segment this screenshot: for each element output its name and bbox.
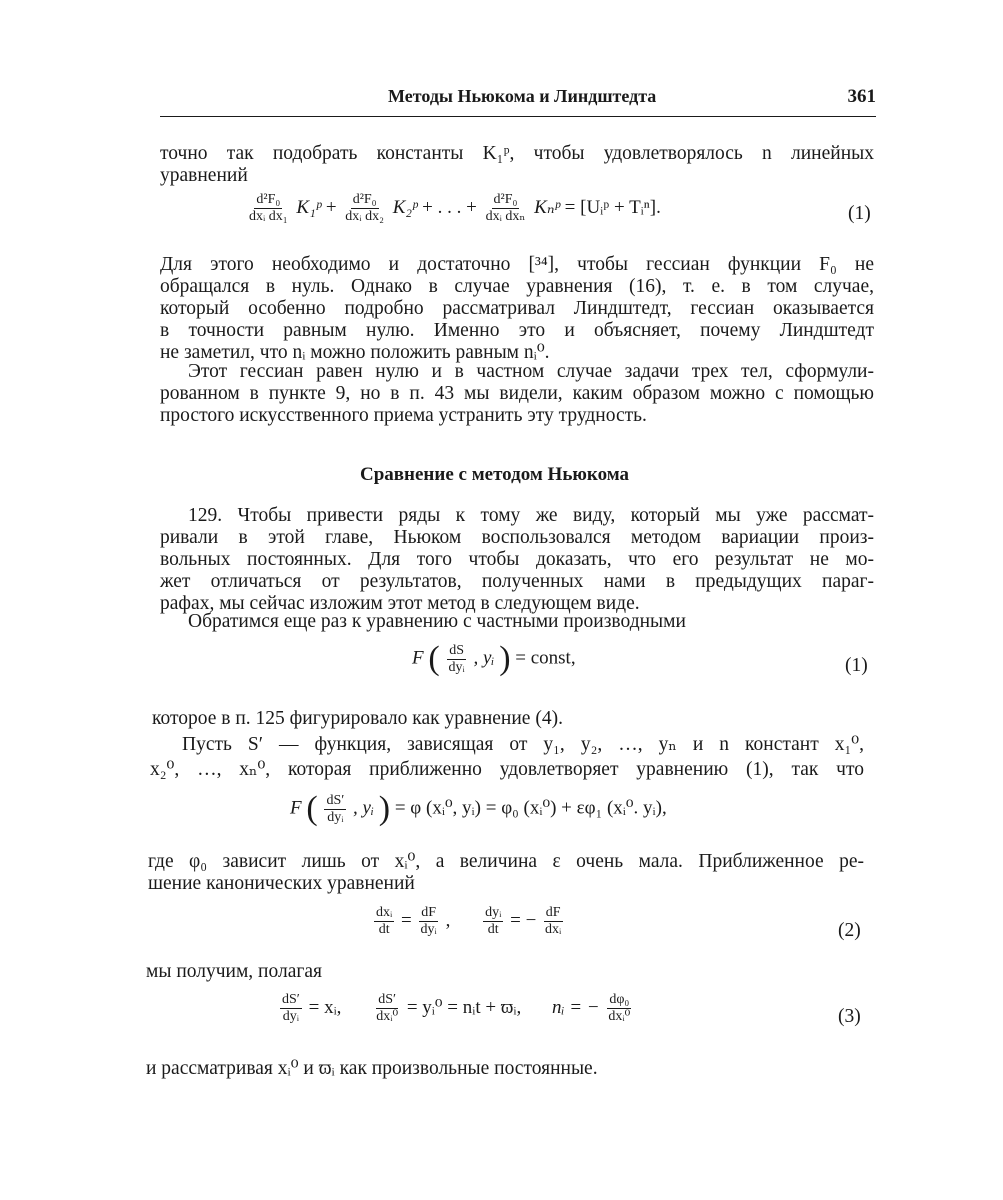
equation-linear-system: $\frac{\text{d²F₀}}{\text{dxᵢ dx₁}}$ K₁ᵖ + $\frac{\text{d²F₀}}{\text{dxᵢ dx₂}}$ K₂ᵖ + . . . + $\frac{\text{d²F₀}}{\text{dxᵢ dxₙ}}$ Kₙᵖ = [Uᵢᵖ + Tᵢⁿ]. xyxy=(249,192,661,224)
fraction: $\frac{dS'}{\text{dxᵢ⁰}}$ xyxy=(376,992,399,1024)
text-line: рованном в пункте 9, но в п. 43 мы видели, каким образом можно с помощью xyxy=(160,383,874,404)
text-line: 129. Чтобы привести ряды к тому же виду, который мы уже рассмат- xyxy=(188,505,874,526)
text-line: не заметил, что nᵢ можно положить равным nᵢ⁰. xyxy=(160,342,550,363)
fraction: $\frac{\text{dxᵢ}}{dt}$ xyxy=(376,905,393,937)
running-header xyxy=(160,84,876,117)
text-line: которое в п. 125 фигурировало как уравнение (4). xyxy=(152,708,563,729)
fraction: $\frac{\text{dφ₀}}{\text{dxᵢ⁰}}$ xyxy=(608,992,631,1024)
equation-number: (1) xyxy=(848,203,871,224)
section-title: Сравнение с методом Ньюкома xyxy=(360,464,630,485)
fraction: $\frac{\text{dyᵢ}}{dt}$ xyxy=(485,905,502,937)
text-line: в точности равным нулю. Именно это и объясняет, почему Линдштедт xyxy=(160,320,874,341)
fraction: $\frac{dS}{\text{dyᵢ}}$ xyxy=(448,642,465,675)
equation-canonical: $\frac{\text{dxᵢ}}{dt}$ = $\frac{dF}{\text{dyᵢ}}$ , $\frac{\text{dyᵢ}}{dt}$ = − $\frac{dF}{\text{dxᵢ}}$ xyxy=(376,905,562,937)
page-number: 361 xyxy=(847,86,876,107)
equation-number: (3) xyxy=(838,1006,861,1027)
equation-partial-differential: F ( $\frac{dS}{\text{dyᵢ}}$ , yᵢ ) = const, xyxy=(412,640,576,677)
fraction: $\frac{\text{d²F₀}}{\text{dxᵢ dx₂}}$ xyxy=(345,192,384,224)
fraction: $\frac{dF}{\text{dyᵢ}}$ xyxy=(420,905,437,937)
running-title: Методы Ньюкома и Линдштедта xyxy=(388,86,657,106)
text-line: ривали в этой главе, Ньюком воспользовался методом вариации произ- xyxy=(160,527,874,548)
text-line: x₂⁰, …, xₙ⁰, которая приближенно удовлетворяет уравнению (1), так что xyxy=(150,759,864,780)
text-line: простого искусственного приема устранить эту трудность. xyxy=(160,405,647,426)
text-line: рафах, мы сейчас изложим этот метод в следующем виде. xyxy=(160,593,640,614)
text-line: где φ₀ зависит лишь от xᵢ⁰, а величина ε очень мала. Приближенное ре- xyxy=(148,851,864,872)
text-line: вольных постоянных. Для того чтобы доказать, что его результат не мо- xyxy=(160,549,874,570)
equation-approximation: F ( $\frac{dS'}{\text{dyᵢ}}$ , yᵢ ) = φ (xᵢ⁰, yᵢ) = φ₀ (xᵢ⁰) + εφ₁ (xᵢ⁰. yᵢ), xyxy=(290,790,667,827)
fraction: $\frac{\text{d²F₀}}{\text{dxᵢ dx₁}}$ xyxy=(249,192,288,224)
text-line: мы получим, полагая xyxy=(146,961,322,982)
equation-solution: $\frac{dS'}{\text{dyᵢ}}$ = xᵢ, $\frac{dS'}{\text{dxᵢ⁰}}$ = yᵢ⁰ = nᵢt + ϖᵢ, nᵢ = − $\frac{\text{dφ₀}}{\text{dxᵢ⁰}}$ xyxy=(282,992,631,1024)
equation-number: (2) xyxy=(838,920,861,941)
text-line: Этот гессиан равен нулю и в частном случае задачи трех тел, сформули- xyxy=(188,361,874,382)
fraction: $\frac{\text{d²F₀}}{\text{dxᵢ dxₙ}}$ xyxy=(485,192,526,224)
equation-number: (1) xyxy=(845,655,868,676)
text-line: и рассматривая xᵢ⁰ и ϖᵢ как произвольные постоянные. xyxy=(146,1058,598,1079)
text-line: Обратимся еще раз к уравнению с частными производными xyxy=(188,611,686,632)
fraction: $\frac{dS'}{\text{dyᵢ}}$ xyxy=(282,992,300,1024)
text-line: Пусть S′ — функция, зависящая от y₁, y₂, …, yₙ и n констант x₁⁰, xyxy=(182,734,864,755)
text-line: который особенно подробно рассматривал Линдштедт, гессиан оказывается xyxy=(160,298,874,319)
text-line: Для этого необходимо и достаточно [³⁴], чтобы гессиан функции F₀ не xyxy=(160,254,874,275)
text-line: обращался в нуль. Однако в случае уравнения (16), т. е. в том случае, xyxy=(160,276,874,297)
text-line: жет отличаться от результатов, полученных нами в предыдущих параг- xyxy=(160,571,874,592)
fraction: $\frac{dS'}{\text{dyᵢ}}$ xyxy=(326,792,345,825)
text-line: шение канонических уравнений xyxy=(148,873,415,894)
text-line: уравнений xyxy=(160,165,248,186)
fraction: $\frac{dF}{\text{dxᵢ}}$ xyxy=(545,905,562,937)
text-line: точно так подобрать константы K₁ᵖ, чтобы удовлетворялось n линейных xyxy=(160,143,874,164)
